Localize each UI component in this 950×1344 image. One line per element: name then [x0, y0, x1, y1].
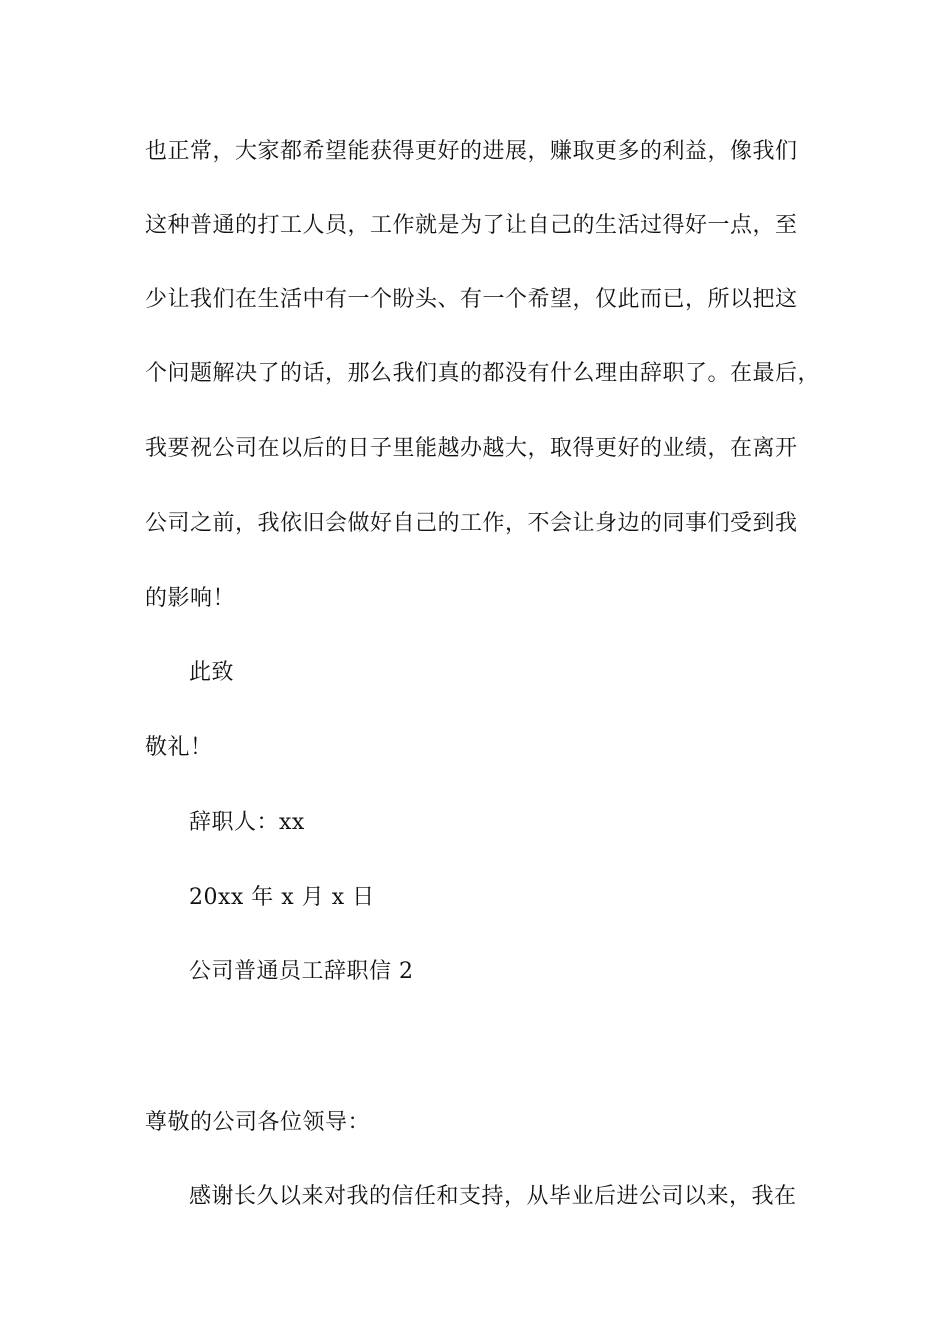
paragraph-line-2: 这种普通的打工人员，工作就是为了让自己的生活过得好一点，至: [145, 213, 798, 238]
body-start-line: 感谢长久以来对我的信任和支持，从毕业后进公司以来，我在: [189, 1184, 797, 1209]
paragraph-line-7: 的影响！: [145, 586, 236, 611]
paragraph-line-6: 公司之前，我依旧会做好自己的工作，不会让身边的同事们受到我: [145, 511, 798, 536]
paragraph-line-4: 个问题解决了的话，那么我们真的都没有什么理由辞职了。在最后，: [145, 361, 821, 386]
next-letter-title: 公司普通员工辞职信 2: [189, 959, 414, 984]
paragraph-line-3: 少让我们在生活中有一个盼头、有一个希望，仅此而已，所以把这: [145, 287, 798, 312]
signer-text: 辞职人：xx: [189, 810, 305, 835]
date-text: 20xx 年 x 月 x 日: [189, 885, 375, 910]
salute-text: 敬礼！: [145, 735, 213, 760]
paragraph-line-5: 我要祝公司在以后的日子里能越办越大，取得更好的业绩，在离开: [145, 436, 798, 461]
paragraph-line-1: 也正常，大家都希望能获得更好的进展，赚取更多的利益，像我们: [145, 139, 798, 164]
greeting-text: 尊敬的公司各位领导：: [145, 1110, 371, 1135]
closing-text: 此致: [189, 660, 235, 685]
